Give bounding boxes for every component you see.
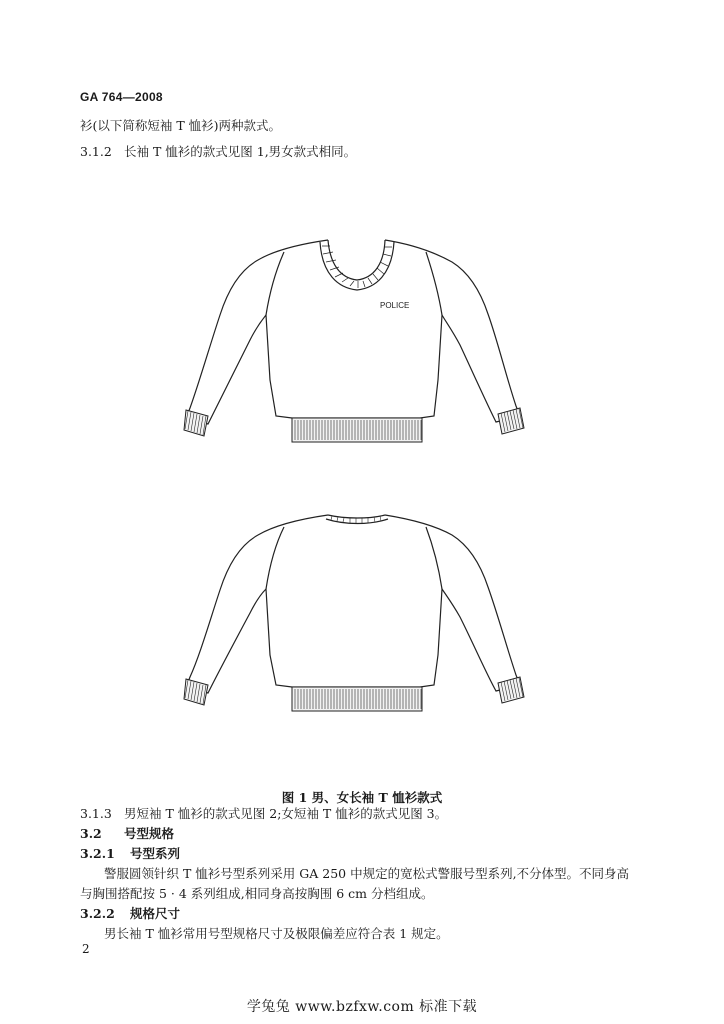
clause-3-2-2: [80, 906, 180, 922]
clause-number: 3.1.3: [80, 806, 112, 821]
clause-3-1-2: [80, 144, 356, 160]
page-number: 2: [82, 942, 90, 956]
clause-text: 长袖 T 恤衫的款式见图 1,男女款式相同。: [124, 144, 357, 159]
clause-number: 3.1.2: [80, 144, 112, 159]
clause-number: 3.2.1: [80, 846, 115, 861]
police-label: POLICE: [380, 301, 410, 310]
clause-number: 3.2.2: [80, 906, 115, 921]
clause-heading: 规格尺寸: [130, 906, 181, 921]
paragraph-line-1: 警服圆领针织 T 恤衫号型系列采用 GA 250 中规定的宽松式警服号型系列,不分体型。不同身高: [104, 866, 630, 881]
clause-number: 3.2: [80, 826, 102, 841]
clause-3-2-1: [80, 846, 180, 862]
paragraph-line-3: 男长袖 T 恤衫常用号型规格尺寸及极限偏差应符合表 1 规定。: [104, 926, 449, 941]
continuation-line: 衫(以下简称短袖 T 恤衫)两种款式。: [80, 118, 282, 133]
footer-watermark: 学兔兔 www.bzfxw.com 标准下载: [246, 999, 478, 1015]
clause-3-2: [80, 826, 174, 842]
tshirt-front-drawing: [180, 230, 540, 460]
tshirt-back-drawing: [180, 505, 540, 720]
document-code: GA 764—2008: [80, 90, 163, 104]
clause-3-1-3: [80, 806, 447, 822]
clause-heading: 号型规格: [124, 826, 175, 841]
figure-caption: 图 1 男、女长袖 T 恤衫款式: [281, 790, 443, 805]
clause-heading: 号型系列: [130, 846, 181, 861]
paragraph-line-2: 与胸围搭配按 5 · 4 系列组成,相同身高按胸围 6 cm 分档组成。: [80, 886, 434, 901]
clause-text: 男短袖 T 恤衫的款式见图 2;女短袖 T 恤衫的款式见图 3。: [124, 806, 448, 821]
